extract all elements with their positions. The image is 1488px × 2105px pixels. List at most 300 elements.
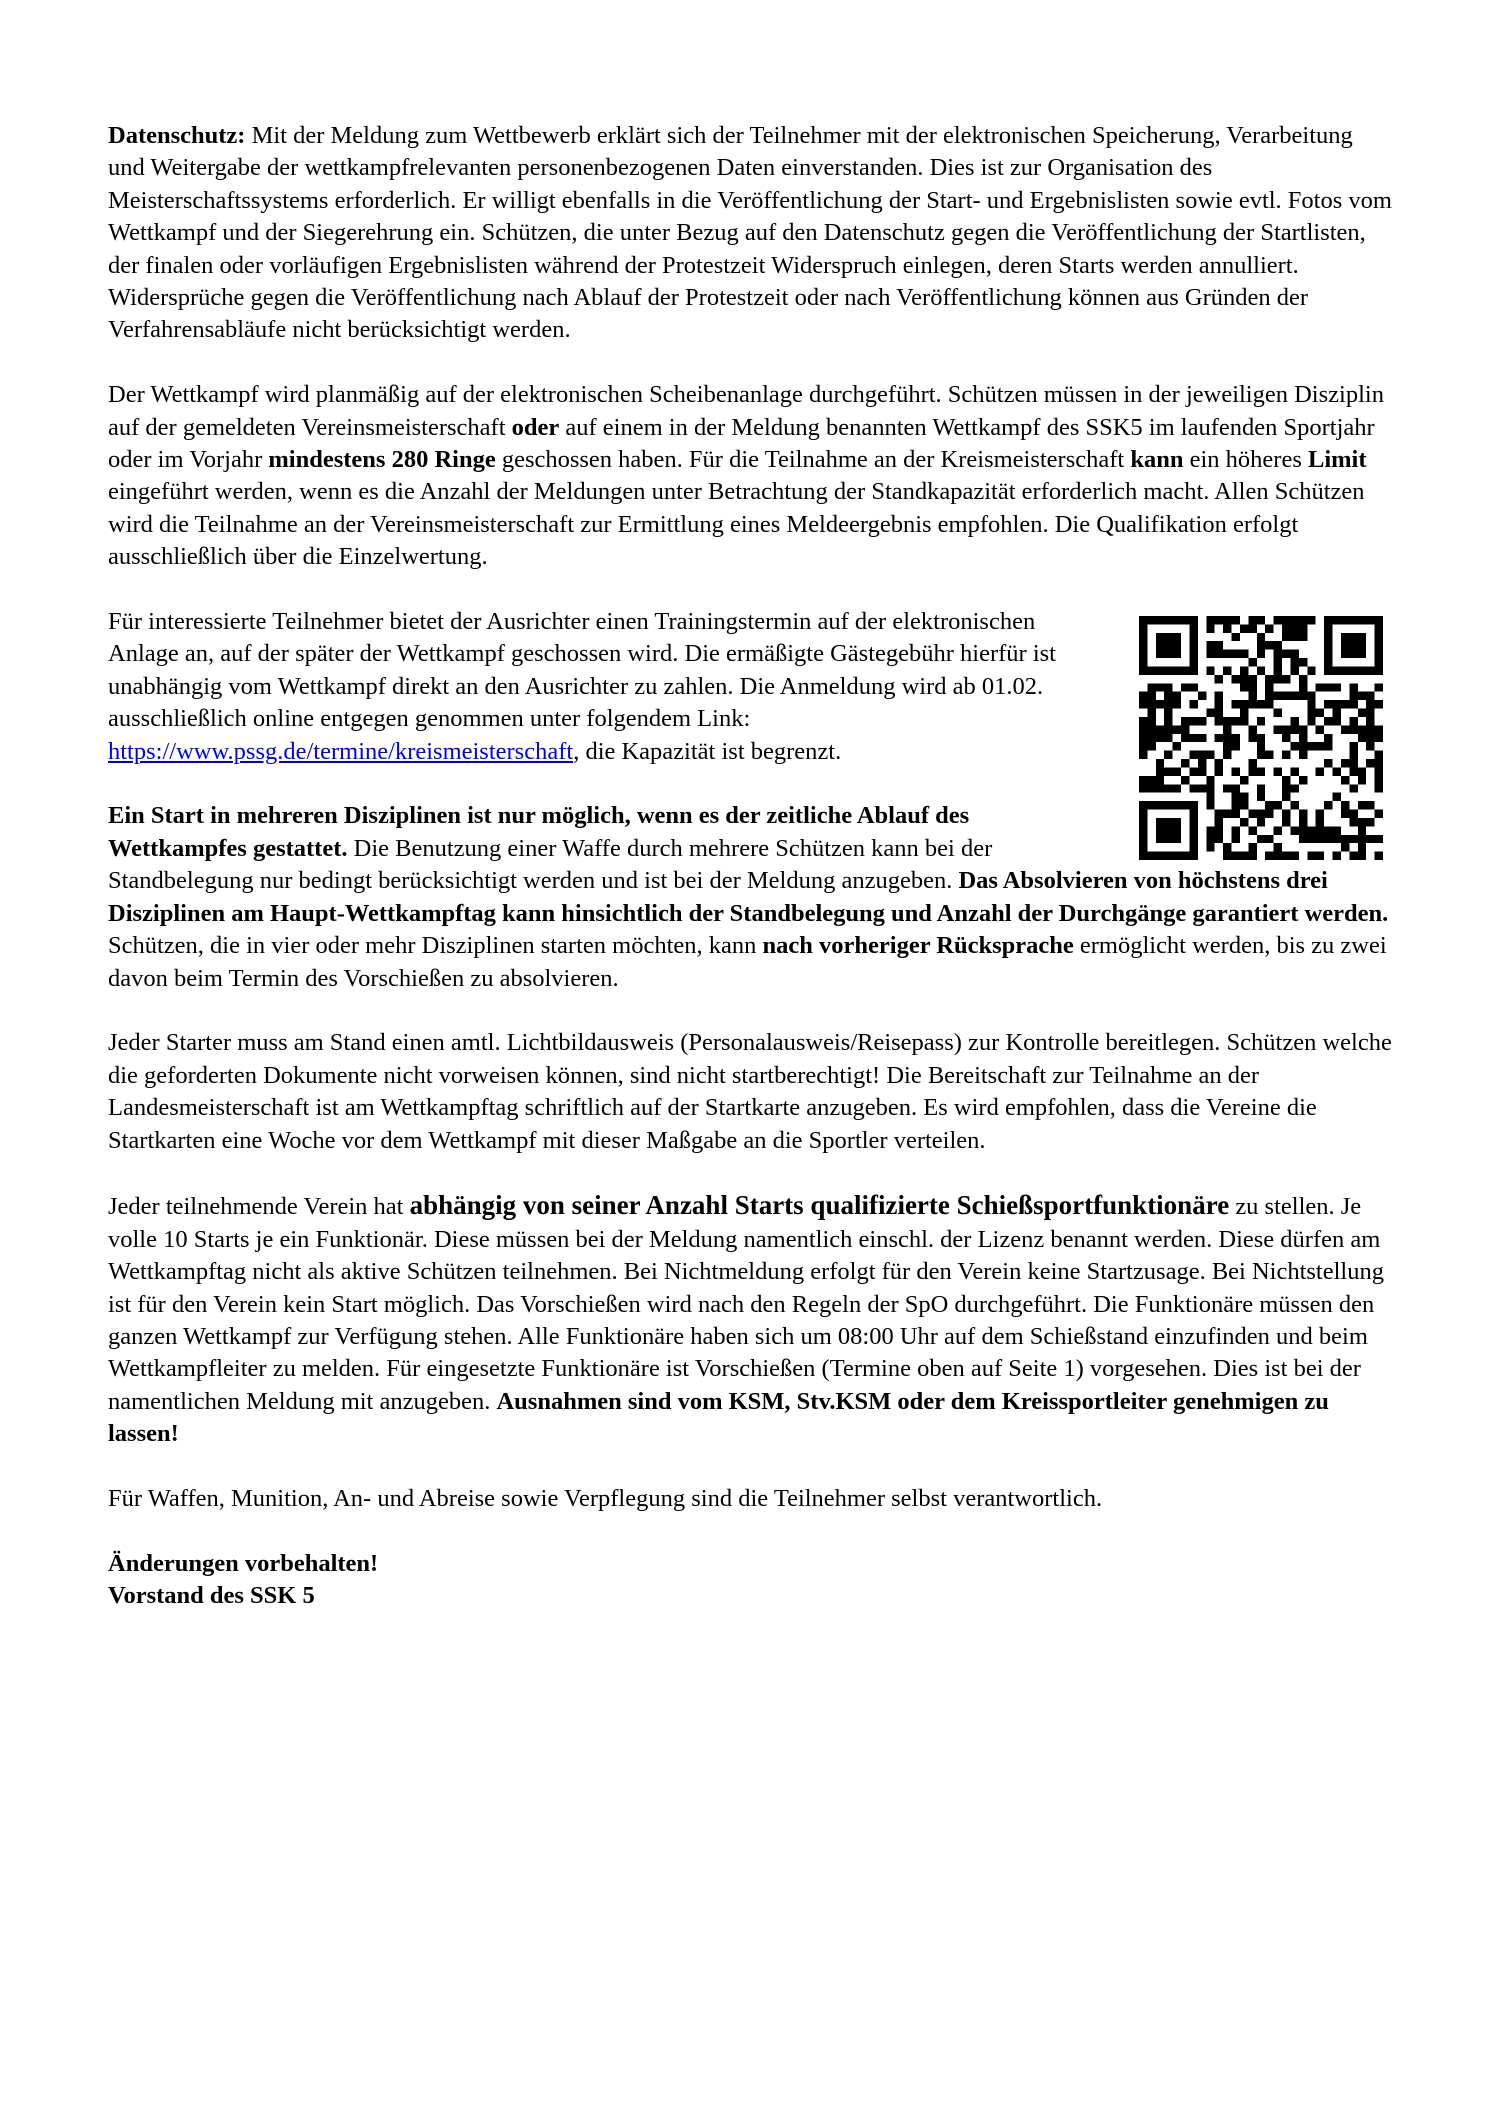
qr-module [1173,742,1181,750]
footer [108,1548,1393,1613]
qr-module [1341,641,1349,649]
funktionaere-text-1: Jeder teilnehmende Verein hat [108,1193,410,1221]
qr-module [1282,675,1290,683]
qr-module [1375,616,1383,624]
qr-module [1189,852,1197,860]
qr-module [1198,751,1206,759]
qr-module [1139,725,1147,733]
qr-module [1206,835,1214,843]
qr-module [1375,751,1383,759]
qr-module [1156,826,1164,834]
qr-module [1232,633,1240,641]
qr-module [1274,675,1282,683]
qr-module [1366,801,1374,809]
wettkampf-text-5: eingeführt werden, wenn es die Anzahl der Meldungen unter Betrachtung der Standkapazität erforderlich macht. Allen Schützen wird die Teilnahme an der Vereinsmeisterschaft zur Ermittlung eines Meldeergebnis empfohlen. Die Qualifikation erfolgt ausschließlich über die Einzelwertung. [108,478,1365,571]
qr-module [1290,784,1298,792]
datenschutz-paragraph [108,120,1393,347]
qr-module [1232,852,1240,860]
qr-module [1375,633,1383,641]
qr-module [1156,616,1164,624]
qr-module [1248,725,1256,733]
qr-module [1375,776,1383,784]
qr-module [1248,852,1256,860]
qr-module [1164,700,1172,708]
qr-module [1139,658,1147,666]
qr-module [1232,675,1240,683]
qr-module [1290,658,1298,666]
funktionaere-text-2: zu stellen. Je volle 10 Starts je ein Funktionär. Diese müssen bei der Meldung namentlich einschl. der Lizenz benannt werden. Diese dürfen am Wettkampftag nicht als aktive Schützen teilnehmen. Bei Nichtmeldung erfolgt für den Verein keine Startzusage. Bei Nichtstellung ist für den Verein kein Start möglich. Das Vorschießen wird nach den Regeln der SpO durchgeführt. Die Funktionäre müssen den ganzen Wettkampf zur Verfügung stehen. Alle Funktionäre haben sich um 08:00 Uhr auf dem Schießstand einzufinden und beim Wettkampfleiter zu melden. Für eingesetzte Funktionäre ist Vorschießen (Termine oben auf Seite 1) vorgesehen. Dies ist bei der namentlichen Meldung mit anzugeben. [108,1193,1384,1415]
qr-module [1324,759,1332,767]
qr-module [1147,725,1155,733]
qr-module [1290,616,1298,624]
qr-module [1299,658,1307,666]
qr-module [1198,759,1206,767]
qr-module [1290,667,1298,675]
qr-module [1181,725,1189,733]
qr-module [1265,675,1273,683]
qr-module [1173,768,1181,776]
qr-module [1265,801,1273,809]
qr-module [1189,624,1197,632]
qr-module [1156,784,1164,792]
qr-module [1265,852,1273,860]
qr-module [1198,717,1206,725]
qr-module [1358,709,1366,717]
qr-module [1358,801,1366,809]
qr-module [1156,683,1164,691]
qr-module [1189,801,1197,809]
qr-module [1164,734,1172,742]
qr-module [1189,683,1197,691]
qr-module [1341,776,1349,784]
qr-module [1181,717,1189,725]
qr-module [1173,633,1181,641]
footer-vorstand: Vorstand des SSK 5 [108,1582,315,1610]
qr-module [1358,835,1366,843]
qr-module [1333,667,1341,675]
qr-module [1375,700,1383,708]
wettkampf-text-3: geschossen haben. Für die Teilnahme an der Kreismeisterschaft [495,446,1131,474]
qr-module [1375,725,1383,733]
qr-module [1257,717,1265,725]
qr-module [1173,616,1181,624]
wettkampf-bold-oder: oder [511,413,560,441]
qr-module [1164,852,1172,860]
qr-module [1358,734,1366,742]
qr-module [1307,692,1315,700]
waffen-paragraph [108,1483,1393,1515]
qr-module [1349,717,1357,725]
qr-module [1164,801,1172,809]
qr-module [1215,675,1223,683]
qr-module [1299,633,1307,641]
qr-module [1248,658,1256,666]
qr-module [1139,818,1147,826]
qr-module [1282,810,1290,818]
qr-module [1139,667,1147,675]
qr-module [1206,667,1214,675]
qr-module [1299,675,1307,683]
qr-module [1139,633,1147,641]
qr-module [1366,725,1374,733]
qr-module [1290,692,1298,700]
qr-module [1333,683,1341,691]
qr-module [1206,801,1214,809]
qr-module [1156,776,1164,784]
qr-module [1189,717,1197,725]
qr-module [1248,675,1256,683]
qr-module [1282,793,1290,801]
qr-module [1139,801,1147,809]
qr-module [1156,650,1164,658]
qr-module [1164,667,1172,675]
qr-module [1316,709,1324,717]
qr-module [1307,700,1315,708]
qr-module [1223,852,1231,860]
anmeldung-link[interactable]: https://www.pssg.de/termine/kreismeisterschaft [108,737,574,765]
qr-module [1181,734,1189,742]
qr-module [1274,650,1282,658]
qr-module [1349,700,1357,708]
qr-module [1333,793,1341,801]
qr-module [1164,725,1172,733]
qr-module [1156,725,1164,733]
qr-module [1274,658,1282,666]
qr-module [1341,633,1349,641]
qr-module [1265,835,1273,843]
qr-module [1349,751,1357,759]
qr-module [1265,624,1273,632]
qr-module [1349,633,1357,641]
qr-module [1274,843,1282,851]
qr-module [1139,616,1147,624]
qr-module [1324,717,1332,725]
qr-module [1324,633,1332,641]
qr-module [1189,810,1197,818]
qr-module [1147,692,1155,700]
qr-module [1181,801,1189,809]
qr-module [1274,667,1282,675]
qr-module [1282,616,1290,624]
qr-module [1290,768,1298,776]
qr-module [1206,751,1214,759]
qr-module [1307,717,1315,725]
mehrere-bold-3: nach vorheriger Rücksprache [762,932,1074,960]
qr-module [1265,751,1273,759]
qr-module [1349,683,1357,691]
qr-module [1215,616,1223,624]
mehrere-bold-2: Das Absolvieren von höchstens drei Disziplinen am Haupt-Wettkampftag kann hinsichtlich der Standbelegung und Anzahl der Durchgänge garantiert werden. [108,867,1389,927]
qr-module [1173,641,1181,649]
qr-module [1257,641,1265,649]
mehrere-text-1: Die Benutzung einer Waffe durch mehrere Schützen kann bei der Standbelegung nur bedingt berücksichtigt werden und ist bei der Meldung anzugeben. [108,834,993,895]
qr-module [1324,683,1332,691]
qr-module [1257,751,1265,759]
qr-module [1248,700,1256,708]
qr-module [1324,616,1332,624]
qr-module [1232,801,1240,809]
qr-module [1248,759,1256,767]
qr-module [1341,759,1349,767]
qr-module [1349,650,1357,658]
qr-module [1274,768,1282,776]
qr-module [1240,683,1248,691]
qr-module [1232,768,1240,776]
qr-module [1164,633,1172,641]
qr-module [1290,633,1298,641]
qr-module [1164,650,1172,658]
qr-module [1189,633,1197,641]
qr-module [1324,835,1332,843]
qr-module [1366,734,1374,742]
qr-module [1215,650,1223,658]
qr-module [1358,650,1366,658]
qr-module [1139,624,1147,632]
qr-module [1257,810,1265,818]
qr-module [1223,843,1231,851]
mehrere-text-2: Schützen, die in vier oder mehr Disziplinen starten möchten, kann [108,932,763,960]
qr-module [1147,734,1155,742]
qr-module [1316,768,1324,776]
qr-module [1366,835,1374,843]
qr-module [1164,616,1172,624]
wettkampf-text-2: auf einem in der Meldung benannten Wettkampf des SSK5 im laufenden Sportjahr oder im Vorjahr [108,413,1375,474]
qr-module [1248,616,1256,624]
qr-module [1257,700,1265,708]
qr-module [1232,734,1240,742]
qr-module [1248,692,1256,700]
qr-module [1173,835,1181,843]
qr-module [1375,624,1383,632]
qr-module [1232,650,1240,658]
mehrere-text-3: ermöglicht werden, bis zu zwei davon beim Termin des Vorschießen zu absolvieren. [108,932,1387,992]
qr-module [1156,759,1164,767]
qr-module [1358,776,1366,784]
qr-module [1316,818,1324,826]
qr-module [1349,818,1357,826]
qr-module [1156,641,1164,649]
qr-module [1139,784,1147,792]
qr-module [1282,624,1290,632]
qr-module [1366,818,1374,826]
qr-module [1189,700,1197,708]
qr-module [1164,768,1172,776]
qr-module [1181,667,1189,675]
qr-module [1173,725,1181,733]
qr-module [1147,700,1155,708]
qr-module [1324,700,1332,708]
qr-module [1316,742,1324,750]
qr-module [1232,784,1240,792]
qr-module [1173,784,1181,792]
qr-module [1206,709,1214,717]
qr-module [1375,768,1383,776]
qr-module [1341,801,1349,809]
qr-module [1375,683,1383,691]
qr-module [1324,801,1332,809]
qr-module [1341,843,1349,851]
qr-module [1173,700,1181,708]
qr-module [1232,742,1240,750]
qr-module [1147,801,1155,809]
qr-module [1341,616,1349,624]
qr-module [1316,683,1324,691]
qr-module [1156,700,1164,708]
qr-module [1189,751,1197,759]
qr-module [1257,818,1265,826]
qr-module [1139,751,1147,759]
qr-module [1215,717,1223,725]
qr-module [1274,616,1282,624]
qr-module [1349,742,1357,750]
qr-module [1173,852,1181,860]
qr-module [1240,776,1248,784]
qr-module [1375,784,1383,792]
qr-module [1257,734,1265,742]
qr-module [1299,835,1307,843]
qr-module [1257,793,1265,801]
qr-module [1257,633,1265,641]
qr-module [1282,633,1290,641]
qr-module [1333,616,1341,624]
qr-module [1164,692,1172,700]
qr-module [1198,768,1206,776]
qr-module [1206,624,1214,632]
qr-module [1333,768,1341,776]
qr-module [1240,624,1248,632]
qr-module [1223,725,1231,733]
qr-module [1307,709,1315,717]
qr-module [1232,700,1240,708]
qr-module [1147,616,1155,624]
qr-module [1341,700,1349,708]
qr-module [1299,826,1307,834]
qr-module [1274,709,1282,717]
qr-module [1307,835,1315,843]
qr-module [1215,734,1223,742]
qr-module [1189,616,1197,624]
qr-module [1290,801,1298,809]
qr-module [1223,742,1231,750]
qr-module [1324,742,1332,750]
ausweis-text: Jeder Starter muss am Stand einen amtl. Lichtbildausweis (Personalausweis/Reisepass) zur Kontrolle bereitlegen. Schützen welche die geforderten Dokumente nicht vorweisen können, sind nicht startberechtigt! Die Bereitschaft zur Teilnahme an der Landesmeisterschaft ist am Wettkampftag schriftlich auf der Startkarte anzugeben. Es wird empfohlen, dass die Vereine die Startkarten eine Woche vor dem Wettkampf mit dieser Maßgabe an die Sportler verteilen. [108,1029,1392,1154]
qr-module [1257,768,1265,776]
qr-module [1299,776,1307,784]
qr-module [1189,650,1197,658]
qr-module [1324,650,1332,658]
qr-module [1223,751,1231,759]
qr-module [1299,683,1307,691]
qr-module [1215,700,1223,708]
qr-module [1282,852,1290,860]
qr-module [1223,717,1231,725]
qr-module [1299,742,1307,750]
qr-module [1206,616,1214,624]
qr-module [1147,852,1155,860]
qr-module [1181,683,1189,691]
qr-module [1240,667,1248,675]
qr-module [1206,793,1214,801]
qr-module [1139,641,1147,649]
qr-module [1181,616,1189,624]
wettkampf-bold-limit: Limit [1307,446,1367,474]
qr-module [1215,826,1223,834]
qr-module [1206,826,1214,834]
qr-module [1206,650,1214,658]
qr-module [1139,734,1147,742]
qr-module [1299,751,1307,759]
qr-module [1189,667,1197,675]
qr-module [1349,784,1357,792]
qr-module [1366,616,1374,624]
qr-module [1232,826,1240,834]
qr-module [1240,700,1248,708]
qr-module [1341,810,1349,818]
training-text-2: , die Kapazität ist begrenzt. [573,737,842,765]
qr-module [1265,641,1273,649]
qr-module [1375,641,1383,649]
qr-module [1223,650,1231,658]
qr-module [1215,759,1223,767]
qr-module [1358,641,1366,649]
qr-module [1156,734,1164,742]
qr-module [1282,725,1290,733]
qr-module [1189,835,1197,843]
wettkampf-bold-kann: kann [1130,446,1184,474]
wettkampf-paragraph [108,379,1393,573]
qr-module [1189,826,1197,834]
qr-module [1333,826,1341,834]
qr-module [1324,667,1332,675]
qr-module [1290,725,1298,733]
qr-module [1307,667,1315,675]
qr-module [1341,725,1349,733]
qr-code-graphic [1139,616,1383,860]
qr-module [1358,616,1366,624]
qr-module [1232,810,1240,818]
footer-aenderungen: Änderungen vorbehalten! [108,1549,379,1577]
qr-module [1333,700,1341,708]
datenschutz-label: Datenschutz: [108,122,246,149]
qr-module [1248,768,1256,776]
qr-module [1198,692,1206,700]
qr-module [1139,826,1147,834]
qr-module [1156,835,1164,843]
qr-module [1139,810,1147,818]
qr-module [1240,717,1248,725]
qr-module [1366,700,1374,708]
qr-module [1164,683,1172,691]
qr-module [1349,641,1357,649]
qr-module [1139,776,1147,784]
qr-module [1147,776,1155,784]
qr-module [1282,734,1290,742]
qr-module [1248,826,1256,834]
qr-module [1223,616,1231,624]
qr-module [1139,835,1147,843]
qr-module [1232,717,1240,725]
qr-module [1307,616,1315,624]
qr-module [1349,835,1357,843]
qr-module [1164,751,1172,759]
qr-module [1333,835,1341,843]
qr-module [1299,692,1307,700]
qr-module [1139,717,1147,725]
training-text-1: Für interessierte Teilnehmer bietet der Ausrichter einen Trainingstermin auf der elektronischen Anlage an, auf der später der Wettkampf geschossen wird. Die ermäßigte Gästegebühr hierfür ist unabhängig vom Wettkampf direkt an den Ausrichter zu zahlen. Die Anmeldung wird ab 01.02. ausschließlich online entgegen genommen unter folgendem Link: [108,608,1056,733]
qr-module [1265,683,1273,691]
qr-module [1366,759,1374,767]
qr-module [1333,717,1341,725]
